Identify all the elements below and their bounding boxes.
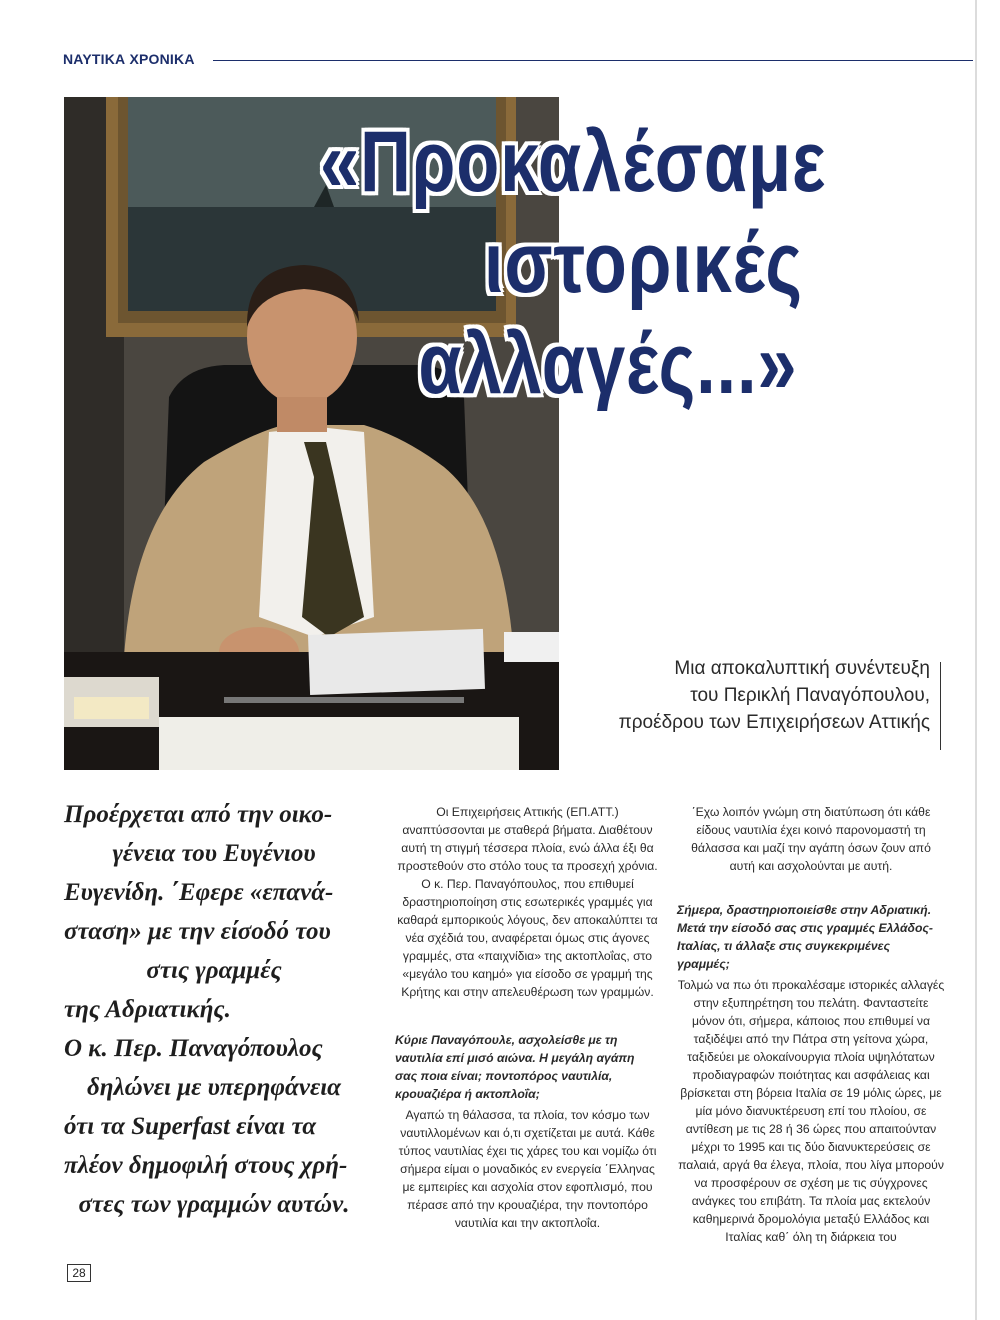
headline <box>320 112 845 415</box>
subtitle-line-3: προέδρου των Επιχειρήσεων Αττικής <box>618 712 930 733</box>
page-number: 28 <box>67 1264 91 1282</box>
subtitle-line-2: του Περικλή Παναγόπουλου, <box>690 685 930 706</box>
lead-line: πλέον δημοφιλή στους χρή- <box>64 1152 348 1179</box>
lead-line: στις γραμμές <box>146 957 282 984</box>
lead-line: Ο κ. Περ. Παναγόπουλος <box>64 1035 323 1062</box>
section-label: ΝΑΥΤΙΚΑ ΧΡΟΝΙΚΑ <box>63 51 195 67</box>
lead-line: στες των γραμμών αυτών. <box>78 1191 350 1218</box>
lead-line: ότι τα Superfast είναι τα <box>64 1113 317 1140</box>
headline-line-3: αλλαγές...» <box>418 316 798 412</box>
lead-line: σταση» με την είσοδό του <box>64 918 331 945</box>
header-rule <box>213 60 973 61</box>
lead-paragraph <box>64 795 364 1224</box>
column-paragraph: Οι Επιχειρήσεις Αττικής (ΕΠ.ΑΤΤ.) αναπτύσσονται με σταθερά βήματα. Διαθέτουν αυτή τη στιγμή τέσσερα πλοία, ενώ άλλα έξι θα προστεθούν στο στόλο τους τα προσεχή χρόνια. Ο κ. Περ. Παναγόπουλος, που επιθυμεί δραστηριοποίηση στις εσωτερικές γραμμές για καθαρά εμπορικούς λόγους, δεν αποκαλύπτει τα νέα σχέδιά του, αναφέρεται όμως στις άγονες γραμμές, στα «παιχνίδια» της ακτοπλοΐας, στο «μεγάλο του καημό» για είσοδο σε γραμμή της Κρήτης και στην απελευθέρωση των γραμμών. <box>397 805 658 999</box>
subtitle <box>590 655 930 736</box>
lead-line: δηλώνει με υπερηφάνεια <box>87 1074 341 1101</box>
headline-line-2: ιστορικές <box>484 215 803 311</box>
headline-line-1: «Προκαλέσαμε <box>320 114 827 210</box>
column-paragraph: Αγαπώ τη θάλασσα, τα πλοία, τον κόσμο των ναυτιλλομένων και ό,τι σχετίζεται με αυτά. Κάθε τύπος ναυτιλίας έχει τις χάρες του και νομίζω ότι σήμερα είμαι ο μοναδικός εν ενεργεία ΄Ελληνας με εμπειρίες και ασχολία στον εφοπλισμό, που πέρασε από την κρουαζιέρα, την ποντοπόρο ναυτιλία και την ακτοπλοΐα. <box>398 1108 657 1230</box>
lead-line: Προέρχεται από την οικο- <box>64 801 333 828</box>
column-paragraph: Τολμώ να πω ότι προκαλέσαμε ιστορικές αλλαγές στην εξυπηρέτηση του πελάτη. Φανταστείτε μόνον ότι, σήμερα, κάποιος που επιθυμεί να ταξιδέψει από την Πάτρα στη γείτονα χώρα, ταξιδεύει με ολοκαίνουργια πλοία υψηλότατων προδιαγραφών ποιότητας και ασφάλειας και βρίσκεται στη βόρεια Ιταλία σε 19 μόλις ώρες, με μία μόνο διανυκτέρευση επί του πλοίου, σε αντίθεση με τις 28 ή 36 ώρες που απαιτούνταν μέχρι το 1995 και τις δύο διανυκτερεύσεις σε παλαιά, αργά θα έλεγα, πλοία, που λίγα μπορούν να προσφέρουν σε σχέση με τις σύγχρονες ανάγκες του επιβάτη. Τα πλοία μας εκτελούν καθημερινά δρομολόγια μεταξύ Ελλάδος και Ιταλίας καθ΄ όλη τη διάρκεια του <box>677 978 945 1244</box>
lead-line: της Αδριατικής. <box>64 996 231 1023</box>
interview-question: Κύριε Παναγόπουλε, ασχολείσθε με τη ναυτιλία επί μισό αιώνα. Η μεγάλη αγάπη σας ποια είναι; ποντοπόρος ναυτιλία, κρουαζιέρα ή ακτοπλοΐα; <box>395 1033 635 1101</box>
lead-line: γένεια του Ευγένιου <box>112 840 316 867</box>
subtitle-rule <box>940 662 941 750</box>
lead-line: Ευγενίδη. ΄Εφερε «επανά- <box>64 879 334 906</box>
article-column-2 <box>677 803 945 1246</box>
article-column-1 <box>395 803 660 1232</box>
column-paragraph: ΄Εχω λοιπόν γνώμη στη διατύπωση ότι κάθε είδους ναυτιλία έχει κοινό παρονομαστή τη θάλασσα και μαζί την αγάπη όσων ζουν από αυτή και ασχολούνται με αυτή. <box>691 805 931 873</box>
subtitle-line-1: Μια αποκαλυπτική συνέντευξη <box>674 658 930 679</box>
page-edge <box>975 0 977 1320</box>
interview-question: Σήμερα, δραστηριοποιείσθε στην Αδριατική. Μετά την είσοδό σας στις γραμμές Ελλάδος-Ιταλίας, τι άλλαξε στις συγκεκριμένες γραμμές; <box>677 903 933 971</box>
